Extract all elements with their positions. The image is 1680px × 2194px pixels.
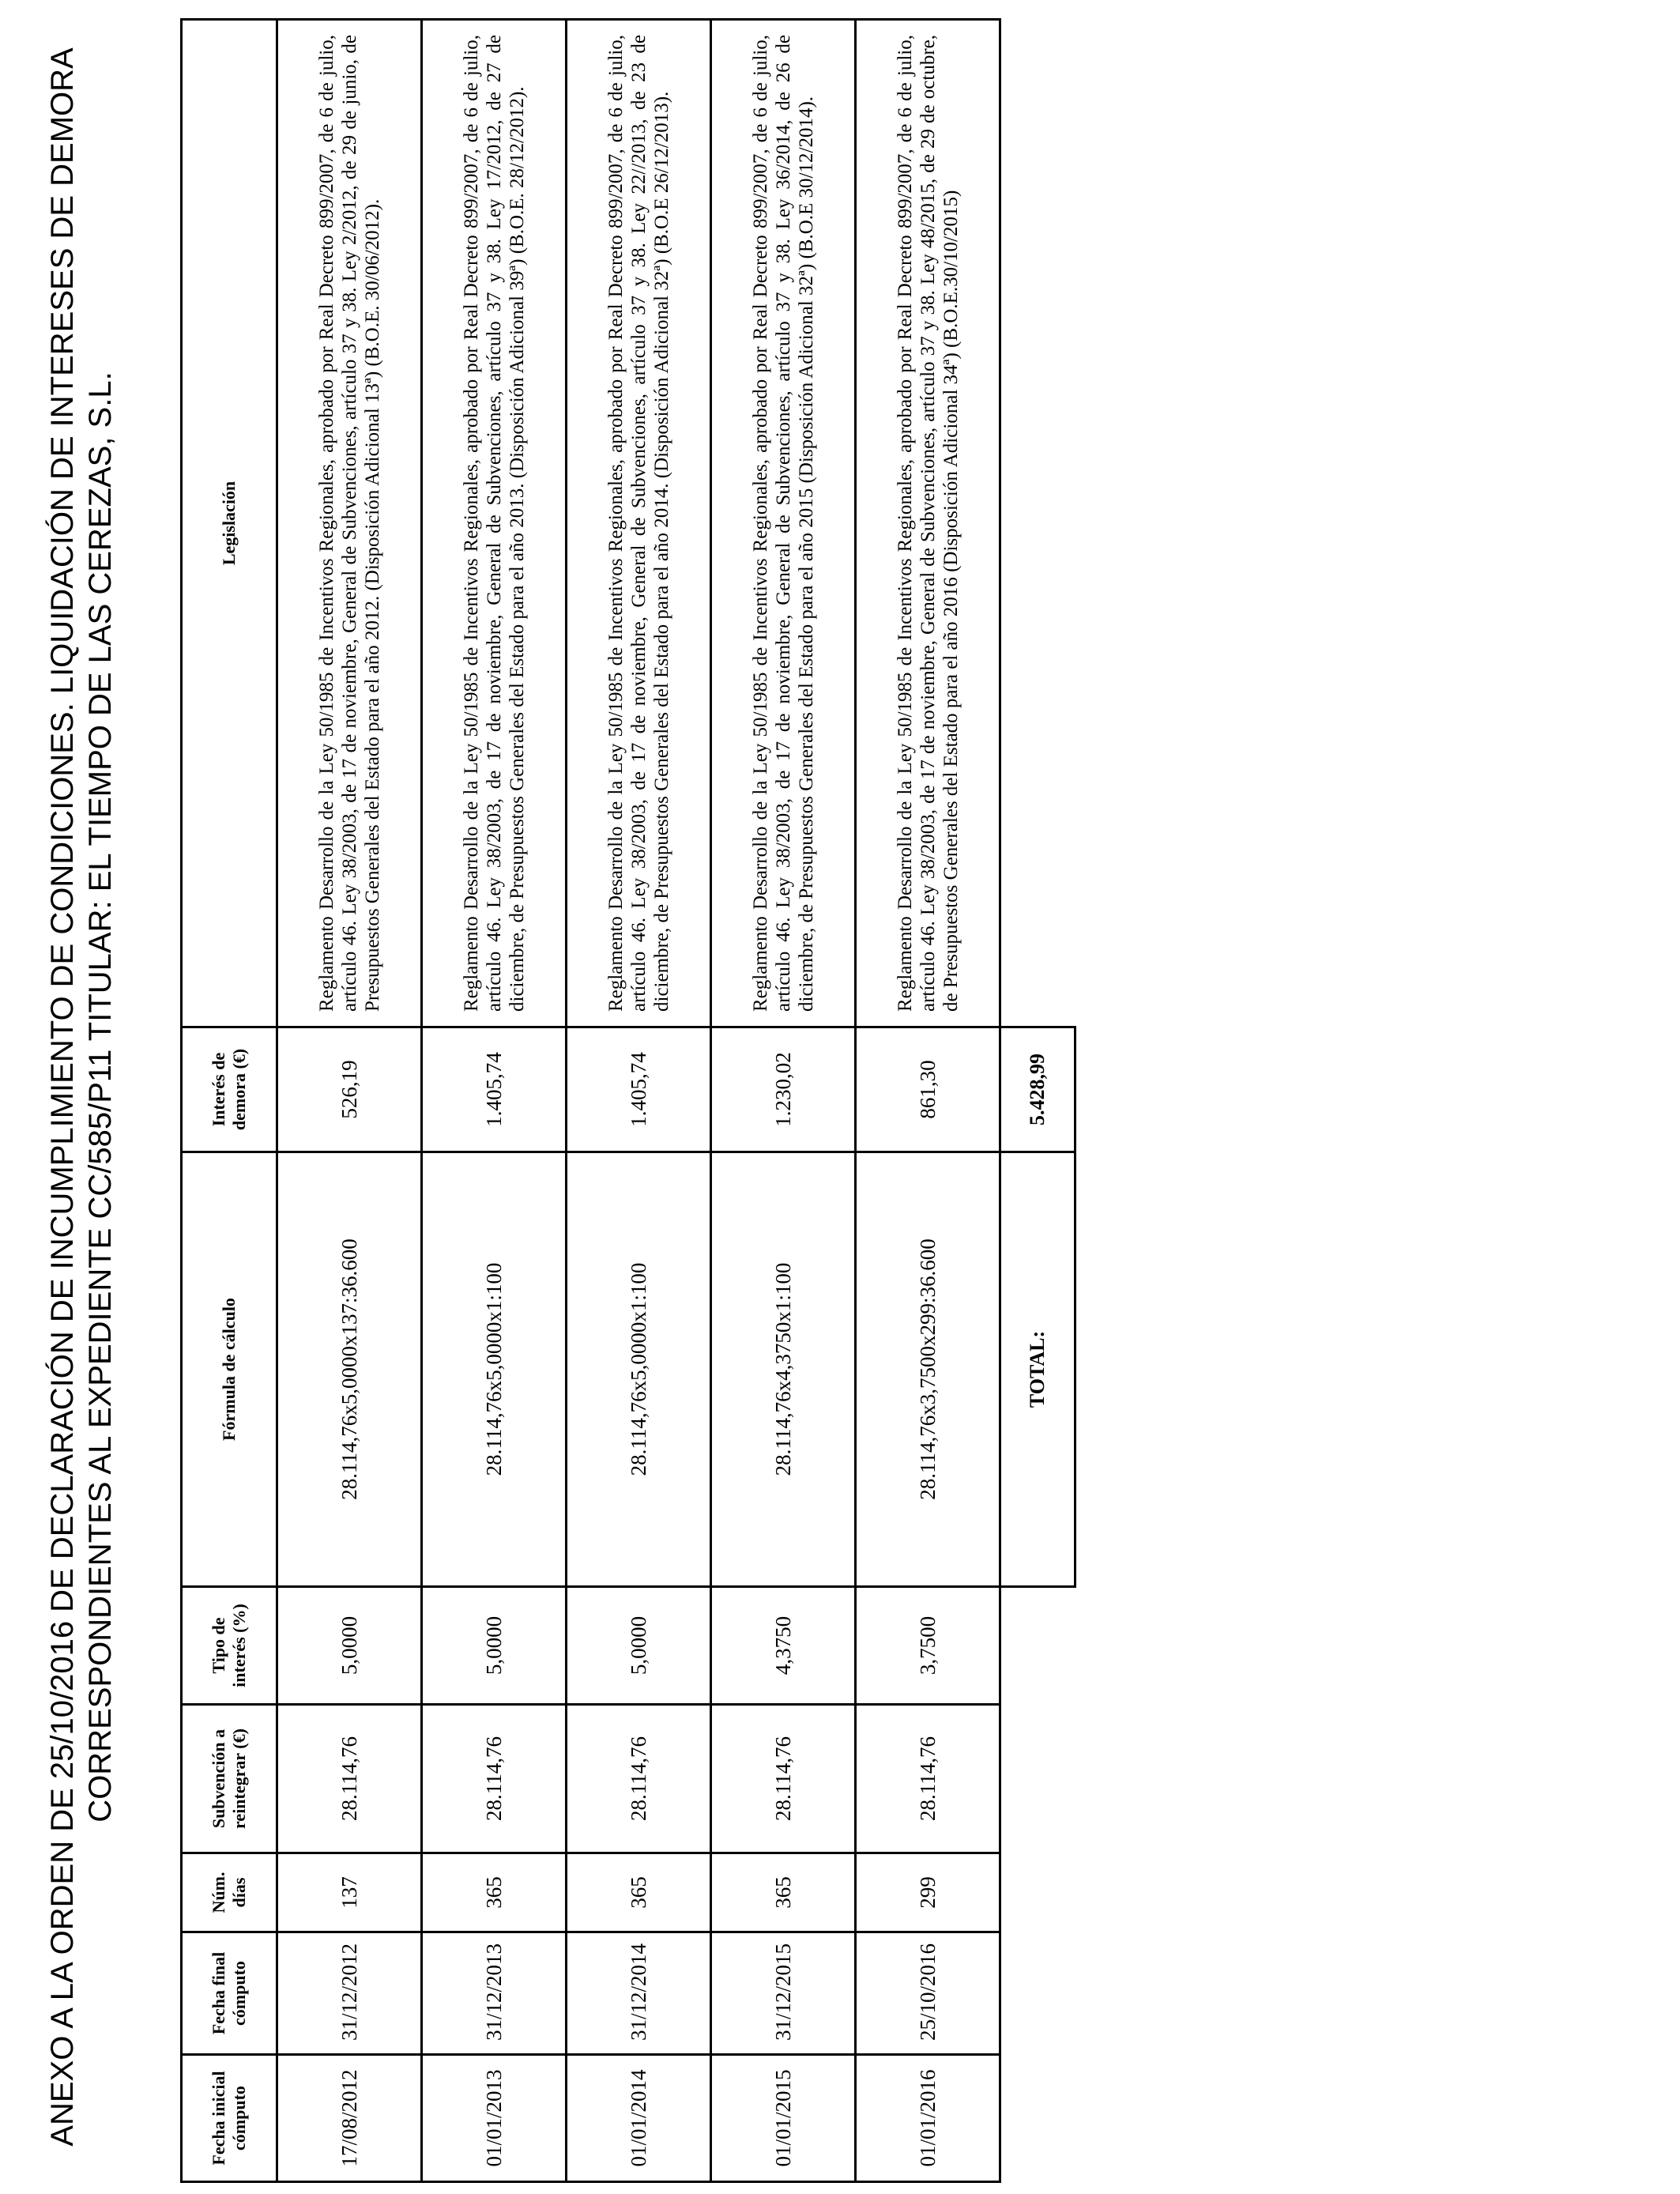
table-row [711, 20, 856, 2182]
cell-formula: 28.114,76x5,0000x1:100 [567, 1152, 711, 1587]
table-row [567, 20, 711, 2182]
cell-num-dias: 299 [856, 1853, 1000, 1932]
cell-formula: 28.114,76x5,0000x137:36.600 [277, 1152, 422, 1587]
total-row-spacer [1000, 1587, 1075, 2182]
cell-legislacion: Reglamento Desarrollo de la Ley 50/1985 de Incentivos Regionales, aprobado por Real Decreto 899/2007, de 6 de julio, artículo 46. Ley 38/2003, de 17 de noviembre, General de Subvenciones, artículo 37 y 38. Ley 17/2012, de 27 de diciembre, de Presupuestos Generales del Estado para el año 2013. (Disposición Adicional 39ª) (B.O.E. 28/12/2012). [422, 20, 567, 1027]
header-interes-demora: Interés de demora (€) [182, 1027, 277, 1152]
title-line-1: ANEXO A LA ORDEN DE 25/10/2016 DE DECLARACIÓN DE INCUMPLIMIENTO DE CONDICIONES. LIQUIDACIÓN DE INTERESES DE DEMORA [45, 47, 80, 2147]
header-fecha-inicial: Fecha inicial cómputo [182, 2055, 277, 2182]
cell-fecha-final: 31/12/2013 [422, 1932, 567, 2055]
cell-tipo-interes: 5,0000 [567, 1587, 711, 1705]
document-title [43, 0, 119, 2194]
cell-fecha-inicial: 01/01/2013 [422, 2055, 567, 2182]
cell-tipo-interes: 5,0000 [277, 1587, 422, 1705]
interest-liquidation-table [180, 18, 1076, 2183]
cell-fecha-final: 31/12/2014 [567, 1932, 711, 2055]
cell-subvencion: 28.114,76 [856, 1705, 1000, 1853]
cell-interes-demora: 1.405,74 [567, 1027, 711, 1152]
cell-num-dias: 365 [567, 1853, 711, 1932]
cell-formula: 28.114,76x3,7500x299:36.600 [856, 1152, 1000, 1587]
cell-fecha-final: 25/10/2016 [856, 1932, 1000, 2055]
cell-formula: 28.114,76x4,3750x1:100 [711, 1152, 856, 1587]
table-row [856, 20, 1000, 2182]
cell-subvencion: 28.114,76 [711, 1705, 856, 1853]
header-fecha-final: Fecha final cómputo [182, 1932, 277, 2055]
cell-subvencion: 28.114,76 [277, 1705, 422, 1853]
header-legislacion: Legislación [182, 20, 277, 1027]
header-formula: Fórmula de cálculo [182, 1152, 277, 1587]
cell-fecha-inicial: 17/08/2012 [277, 2055, 422, 2182]
cell-tipo-interes: 4,3750 [711, 1587, 856, 1705]
table-row [422, 20, 567, 2182]
cell-fecha-final: 31/12/2012 [277, 1932, 422, 2055]
cell-interes-demora: 1.405,74 [422, 1027, 567, 1152]
cell-fecha-inicial: 01/01/2016 [856, 2055, 1000, 2182]
cell-tipo-interes: 5,0000 [422, 1587, 567, 1705]
cell-interes-demora: 1.230,02 [711, 1027, 856, 1152]
table-row [277, 20, 422, 2182]
cell-num-dias: 365 [711, 1853, 856, 1932]
table-header-row [182, 20, 277, 2182]
total-row [1000, 20, 1075, 2182]
cell-tipo-interes: 3,7500 [856, 1587, 1000, 1705]
cell-fecha-inicial: 01/01/2014 [567, 2055, 711, 2182]
cell-legislacion: Reglamento Desarrollo de la Ley 50/1985 de Incentivos Regionales, aprobado por Real Decreto 899/2007, de 6 de julio, artículo 46. Ley 38/2003, de 17 de noviembre, General de Subvenciones, artículo 37 y 38. Ley 22//2013, de 23 de diciembre, de Presupuestos Generales del Estado para el año 2014. (Disposición Adicional 32ª) (B.O.E 26/12/2013). [567, 20, 711, 1027]
header-subvencion: Subvención a reintegrar (€) [182, 1705, 277, 1853]
total-value: 5.428,99 [1000, 1027, 1075, 1152]
header-tipo-interes: Tipo de interés (%) [182, 1587, 277, 1705]
cell-fecha-final: 31/12/2015 [711, 1932, 856, 2055]
cell-subvencion: 28.114,76 [567, 1705, 711, 1853]
cell-interes-demora: 526,19 [277, 1027, 422, 1152]
cell-formula: 28.114,76x5,0000x1:100 [422, 1152, 567, 1587]
cell-num-dias: 137 [277, 1853, 422, 1932]
cell-num-dias: 365 [422, 1853, 567, 1932]
cell-subvencion: 28.114,76 [422, 1705, 567, 1853]
cell-legislacion: Reglamento Desarrollo de la Ley 50/1985 de Incentivos Regionales, aprobado por Real Decreto 899/2007, de 6 de julio, artículo 46. Ley 38/2003, de 17 de noviembre, General de Subvenciones, artículo 37 y 38. Ley 36/2014, de 26 de diciembre, de Presupuestos Generales del Estado para el año 2015 (Disposición Adicional 32ª) (B.O.E 30/12/2014). [711, 20, 856, 1027]
cell-fecha-inicial: 01/01/2015 [711, 2055, 856, 2182]
total-row-spacer-end [1000, 20, 1075, 1027]
total-label: TOTAL: [1000, 1152, 1075, 1587]
title-line-2: CORRESPONDIENTES AL EXPEDIENTE CC/585/P11 TITULAR: EL TIEMPO DE LAS CEREZAS, S.L. [83, 371, 118, 1823]
header-num-dias: Núm. días [182, 1853, 277, 1932]
cell-interes-demora: 861,30 [856, 1027, 1000, 1152]
cell-legislacion: Reglamento Desarrollo de la Ley 50/1985 de Incentivos Regionales, aprobado por Real Decreto 899/2007, de 6 de julio, artículo 46. Ley 38/2003, de 17 de noviembre, General de Subvenciones, artículo 37 y 38. Ley 2/2012, de 29 de junio, de Presupuestos Generales del Estado para el año 2012. (Disposición Adicional 13ª) (B.O.E. 30/06/2012). [277, 20, 422, 1027]
cell-legislacion: Reglamento Desarrollo de la Ley 50/1985 de Incentivos Regionales, aprobado por Real Decreto 899/2007, de 6 de julio, artículo 46. Ley 38/2003, de 17 de noviembre, General de Subvenciones, artículo 37 y 38. Ley 48/2015, de 29 de octubre, de Presupuestos Generales del Estado para el año 2016 (Disposición Adicional 34ª) (B.O.E.30/10/2015) [856, 20, 1000, 1027]
